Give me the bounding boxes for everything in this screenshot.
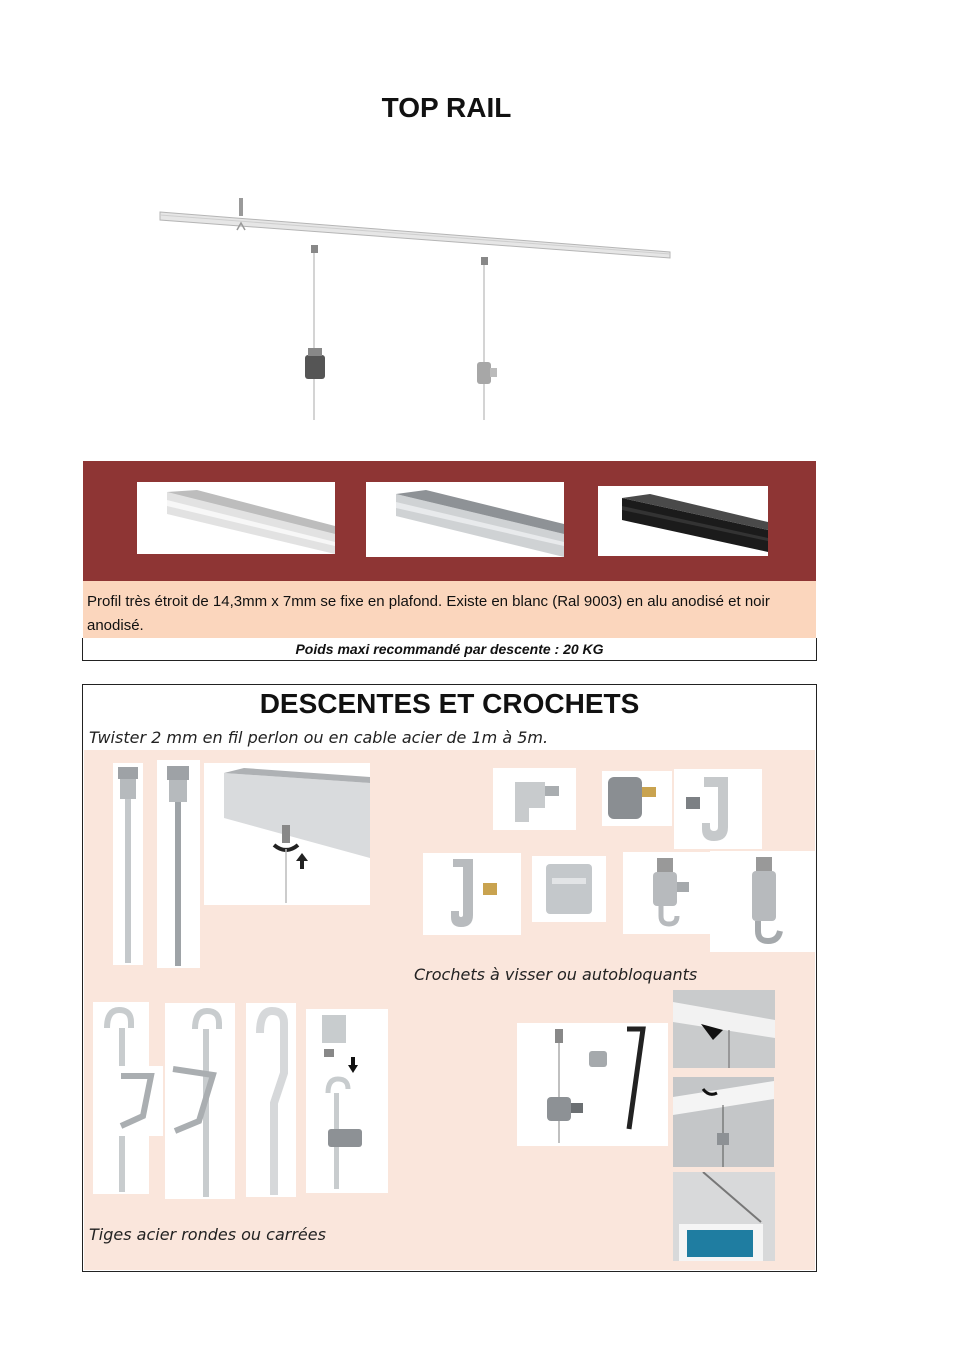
twister-perlon-image [113, 763, 143, 965]
rod-clip-image-1 [113, 1066, 163, 1136]
hook-image-2 [602, 771, 672, 826]
twister-steel-image [157, 760, 200, 968]
hook-image-4 [423, 853, 521, 935]
rod-image-4 [306, 1009, 388, 1193]
white-profile-image [137, 482, 335, 554]
max-weight-text: Poids maxi recommandé par descente : 20 KG [295, 641, 604, 657]
hook-image-7 [710, 851, 816, 952]
installation-photo-2 [673, 1077, 774, 1167]
hook-image-5 [532, 856, 606, 922]
installation-photo-3 [673, 1172, 775, 1261]
alu-profile-image [366, 482, 564, 557]
hook-image-3 [674, 769, 762, 849]
page-title: TOP RAIL [381, 92, 512, 123]
section-heading: DESCENTES ET CROCHETS [259, 688, 640, 719]
twister-text: Twister 2 mm en fil perlon ou en cable acier de 1m à 5m. [89, 728, 549, 747]
rod-image-2 [165, 1003, 235, 1199]
rod-image-3 [246, 1003, 296, 1197]
hook-kit-image [517, 1023, 668, 1146]
hooks-caption: Crochets à visser ou autobloquants [414, 965, 698, 984]
profile-description: Profil très étroit de 14,3mm x 7mm se fixe en plafond. Existe en blanc (Ral 9003) en alu anodisé et noir anodisé. [87, 593, 770, 634]
hook-image-6 [623, 852, 712, 934]
hook-image-1 [493, 768, 576, 830]
black-profile-image [598, 486, 768, 556]
twister-mount-image [204, 763, 370, 905]
installation-photo-1 [673, 990, 775, 1068]
rail-system-illustration [150, 190, 690, 430]
rods-caption: Tiges acier rondes ou carrées [89, 1225, 326, 1244]
